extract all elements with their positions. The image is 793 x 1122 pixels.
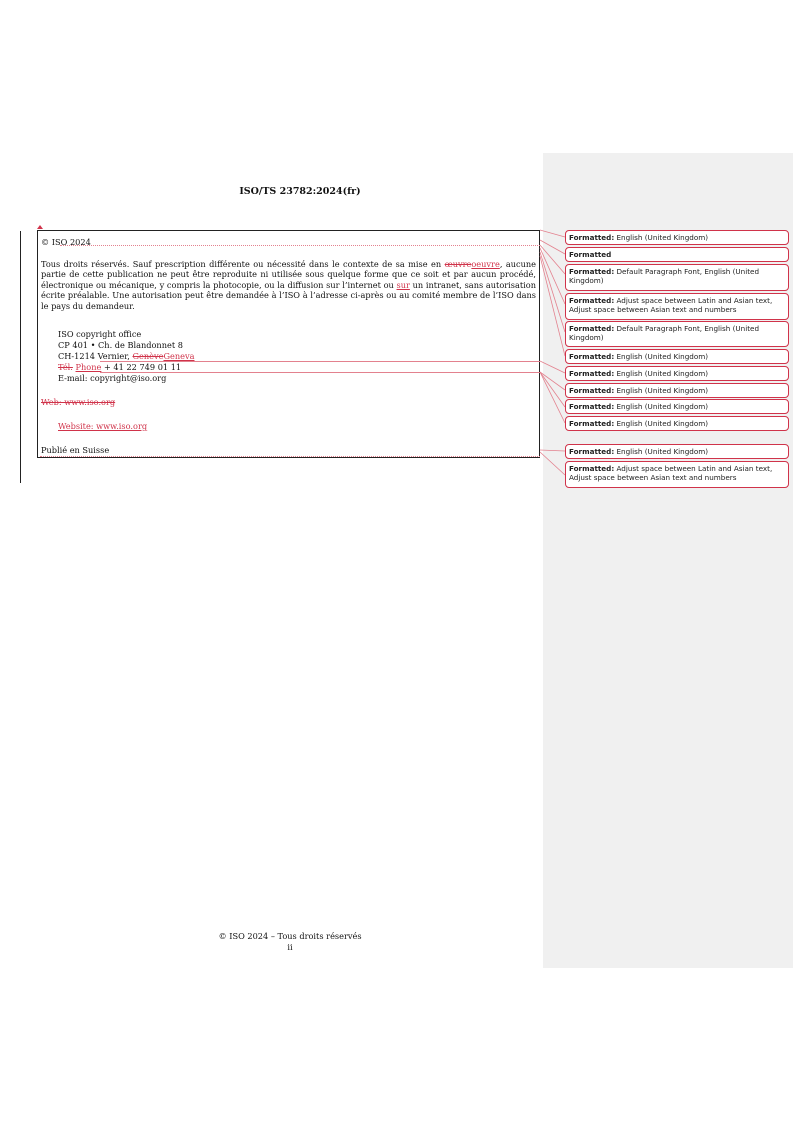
address-city: CH-1214 Vernier, GenèveGeneva [58, 351, 195, 361]
comment-balloon[interactable]: Formatted: English (United Kingdom) [565, 230, 789, 245]
published-line: Publié en Suisse [41, 445, 110, 455]
address-phone: Tél. Phone + 41 22 749 01 11 [58, 362, 182, 372]
document-header: ISO/TS 23782:2024(fr) [239, 186, 361, 197]
address-office: ISO copyright office [58, 329, 142, 339]
page-number: ii [287, 942, 293, 952]
deleted-text: œuvre [444, 259, 472, 269]
comment-balloon[interactable]: Formatted: English (United Kingdom) [565, 366, 789, 381]
comment-balloon[interactable]: Formatted: Adjust space between Latin and Asian text, Adjust space between Asian text and numbers [565, 461, 789, 488]
comment-balloon[interactable]: Formatted: English (United Kingdom) [565, 383, 789, 398]
website-inserted[interactable]: Website: www.iso.org [58, 421, 148, 431]
comment-balloon[interactable]: Formatted: English (United Kingdom) [565, 416, 789, 431]
web-deleted[interactable]: Web: www.iso.org [41, 397, 116, 407]
copyright-line: © ISO 2024 [41, 237, 91, 247]
comment-balloon[interactable]: Formatted: Default Paragraph Font, English (United Kingdom) [565, 321, 789, 347]
comment-balloon[interactable]: Formatted: Adjust space between Latin and Asian text, Adjust space between Asian text and numbers [565, 293, 789, 320]
page-footer [180, 931, 400, 953]
inserted-text: oeuvre [471, 259, 500, 269]
footer-copyright: © ISO 2024 – Tous droits réservés [218, 931, 362, 941]
inserted-text: sur [396, 279, 410, 290]
rights-paragraph: Tous droits réservés. Sauf prescription différente ou nécessité dans le contexte de sa mise en œuvreoeuvre, aucune partie de cette publication ne peut être reproduite ni utilisée sous quelque forme que ce soit et par aucun procédé, électronique ou mécanique, y compris la photocopie, ou la diffusion sur l’internet ou sur un intranet, sans autorisation écrite préalable. Une autorisation peut être demandée à l’ISO à l’adresse ci-après ou au comité membre de l’ISO dans le pays du demandeur. [41, 259, 536, 311]
address-email: E-mail: copyright@iso.org [58, 373, 167, 383]
comment-balloon[interactable]: Formatted [565, 247, 789, 262]
comment-balloon[interactable]: Formatted: English (United Kingdom) [565, 444, 789, 459]
comment-balloon[interactable]: Formatted: Default Paragraph Font, English (United Kingdom) [565, 264, 789, 291]
comment-balloon[interactable]: Formatted: English (United Kingdom) [565, 349, 789, 364]
address-street: CP 401 • Ch. de Blandonnet 8 [58, 340, 183, 350]
comment-balloon[interactable]: Formatted: English (United Kingdom) [565, 399, 789, 414]
